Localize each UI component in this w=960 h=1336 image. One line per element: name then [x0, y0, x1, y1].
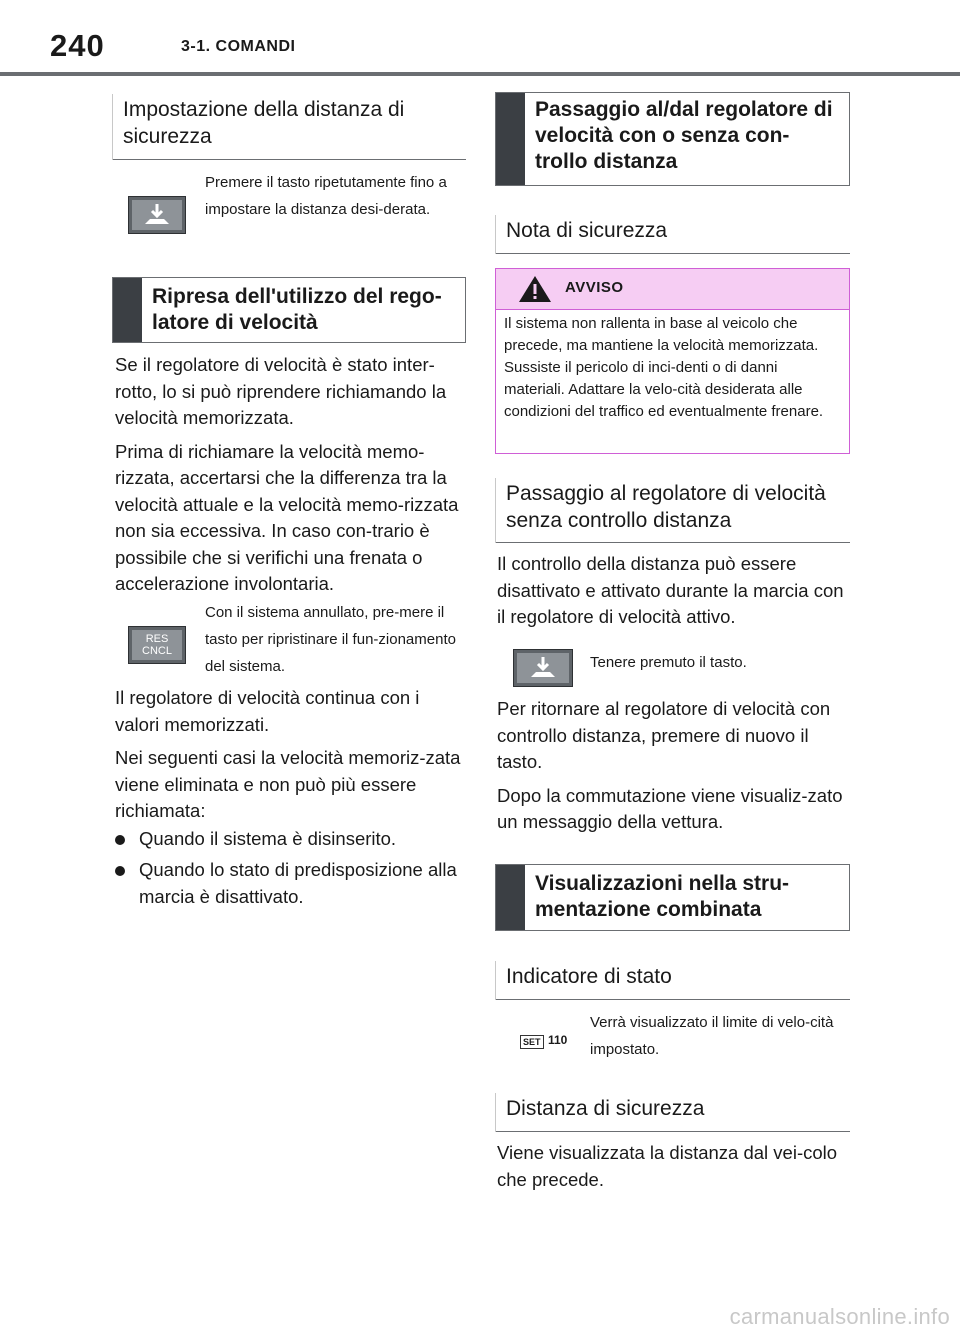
- warning-box: [495, 268, 850, 454]
- paragraph-recall-warning: Prima di richiamare la velocità memo-rizzata, accertarsi che la differenza tra la velocità attuale e la velocità memo-rizzata non sia eccessiva. In caso con-trario è possibile che si verifichi una frenata o accelerazione involontaria.: [115, 440, 459, 594]
- heading-switch-cruise-mode-text: Passaggio al/dal regolatore di velocità con o senza con-trollo distanza: [535, 98, 833, 173]
- warning-text: Il sistema non rallenta in base al veicolo che precede, ma mantiene la velocità memorizzata. Sussiste il pericolo di inci-denti o di danni materiali. Adattare la velo-cità desiderata alle condizioni del traffico ed eventualmente frenare.: [504, 315, 824, 420]
- heading-switch-without-distance: [495, 478, 850, 543]
- paragraph-return: Per ritornare al regolatore di velocità con controllo distanza, premere di nuovo il tasto.: [497, 698, 831, 772]
- heading-status-indicator-text: Indicatore di stato: [506, 965, 672, 988]
- page-number: 240: [50, 28, 105, 63]
- heading-instrument-display-text: Visualizzazioni nella stru-mentazione combinata: [535, 872, 790, 921]
- cncl-label: CNCL: [142, 645, 172, 657]
- paragraph-erase-cases: Nei seguenti casi la velocità memoriz-zata viene eliminata e non può più essere richiamata:: [115, 747, 461, 821]
- heading-safety-note: [495, 215, 850, 254]
- distance-icon: [513, 649, 573, 687]
- paragraph-message: Dopo la commutazione viene visualiz-zato un messaggio della vettura.: [497, 784, 843, 832]
- set-badge: SET: [520, 1035, 544, 1049]
- bullet-text: Quando il sistema è disinserito.: [139, 828, 397, 849]
- memory-text-block: [115, 685, 465, 825]
- res-cncl-button-image: [128, 626, 186, 664]
- heading-safety-distance-2: [495, 1093, 850, 1132]
- heading-switch-cruise-mode: [495, 92, 850, 186]
- heading-resume-cruise-text: Ripresa dell'utilizzo del rego-latore di velocità: [152, 285, 442, 334]
- step-press-repeatedly: Premere il tasto ripetutamente fino a impostare la distanza desi-derata.: [205, 174, 447, 218]
- res-label: RES: [145, 633, 169, 645]
- heading-safety-note-text: Nota di sicurezza: [506, 219, 668, 242]
- heading-switch-without-distance-text: Passaggio al regolatore di velocità senza controllo distanza: [506, 482, 826, 532]
- distance-button-image: [128, 196, 186, 234]
- step-speed-limit-shown: Verrà visualizzato il limite di velo-cità impostato.: [590, 1014, 834, 1058]
- heading-resume-cruise: [112, 277, 466, 343]
- distance-button-image-2: [513, 649, 573, 687]
- set-speed-value: 110: [548, 1033, 568, 1047]
- heading-safety-distance-2-text: Distanza di sicurezza: [506, 1097, 705, 1120]
- distance-icon: [128, 196, 186, 234]
- watermark: carmanualsonline.info: [729, 1304, 950, 1329]
- warning-title: AVVISO: [565, 279, 624, 296]
- heading-instrument-display: [495, 864, 850, 931]
- paragraph-distance-display: Viene visualizzata la distanza dal vei-colo che precede.: [497, 1142, 838, 1190]
- return-text-block: [497, 696, 847, 836]
- heading-safety-distance: [112, 94, 466, 160]
- paragraph-resume: Se il regolatore di velocità è stato inter-rotto, lo si può riprendere richiamando la velocità memorizzata.: [115, 354, 447, 428]
- header-divider: [0, 72, 960, 76]
- resume-text-block: [115, 352, 465, 598]
- bullet-text: Quando lo stato di predisposizione alla marcia è disattivato.: [139, 859, 457, 907]
- warning-triangle-icon: [517, 274, 553, 304]
- paragraph-distance-toggle: Il controllo della distanza può essere disattivato e attivato durante la marcia con il regolatore di velocità attivo.: [497, 553, 844, 627]
- step-restore-system: Con il sistema annullato, pre-mere il tasto per ripristinare il fun-zionamento del sistema.: [205, 604, 456, 675]
- step-hold-button: Tenere premuto il tasto.: [590, 654, 747, 671]
- section-title: 3-1. COMANDI: [181, 38, 296, 55]
- heading-safety-distance-text: Impostazione della distanza di sicurezza: [123, 98, 405, 148]
- heading-status-indicator: [495, 961, 850, 1000]
- paragraph-continues: Il regolatore di velocità continua con i valori memorizzati.: [115, 687, 420, 735]
